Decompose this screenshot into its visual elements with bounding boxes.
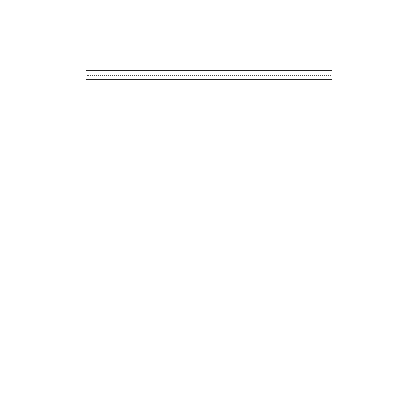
section-divider bbox=[86, 70, 332, 71]
dot-leader bbox=[87, 75, 331, 76]
section-divider bbox=[86, 79, 332, 80]
toc-part-heading bbox=[86, 72, 332, 78]
table-of-contents bbox=[86, 68, 332, 81]
